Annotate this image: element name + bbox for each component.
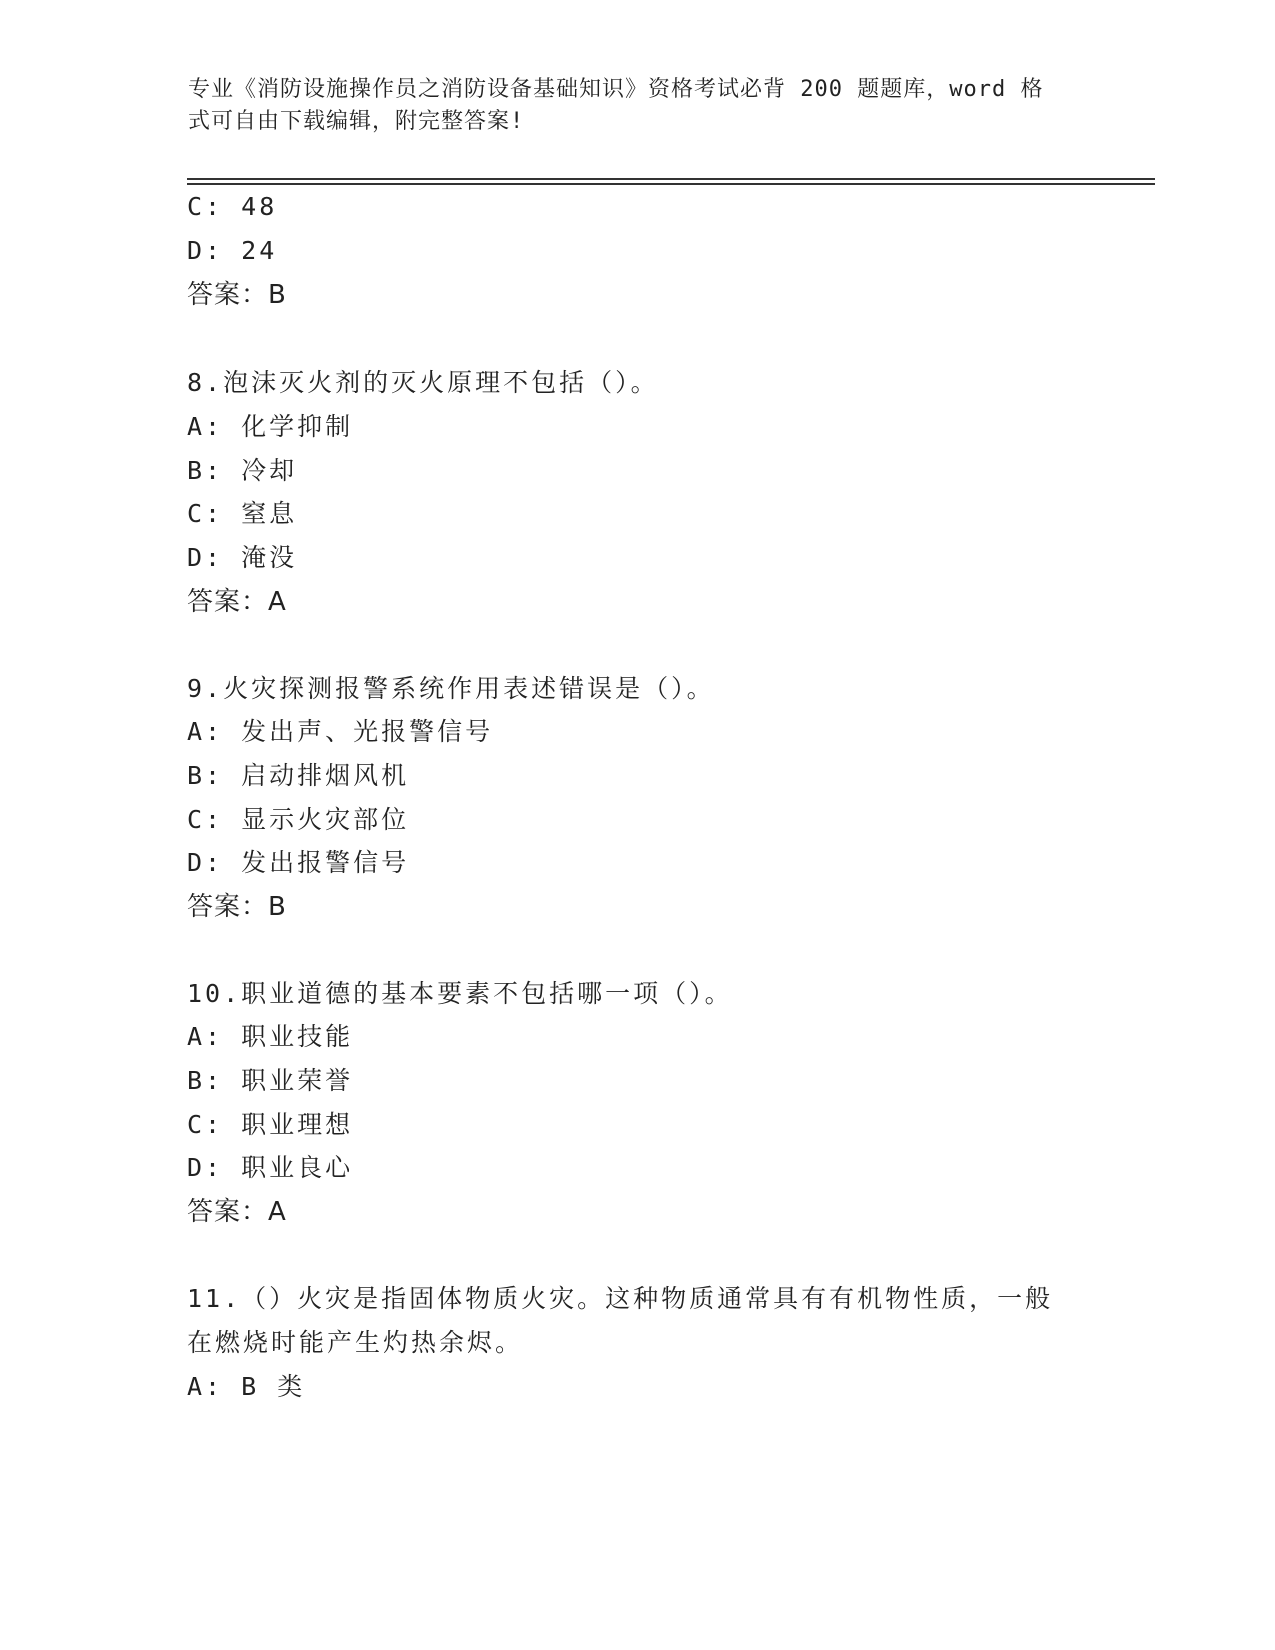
option-b: B: 职业荣誉 (187, 1066, 354, 1095)
option-b: B: 启动排烟风机 (187, 761, 410, 790)
prev-option-c: C: 48 (187, 192, 278, 221)
option-d: D: 职业良心 (187, 1153, 354, 1182)
header-divider-bottom (187, 183, 1155, 185)
option-a: A: 化学抑制 (187, 412, 354, 441)
option-a: A: 发出声、光报警信号 (187, 717, 494, 746)
answer: 答案：A (187, 1197, 287, 1227)
option-d: D: 淹没 (187, 543, 298, 572)
answer: 答案：B (187, 892, 287, 922)
question-stem: 9.火灾探测报警系统作用表述错误是（）。 (187, 674, 715, 703)
header-line-1: 专业《消防设施操作员之消防设备基础知识》资格考试必背 200 题题库，word 格 (188, 77, 1044, 102)
option-c: C: 职业理想 (187, 1110, 354, 1139)
option-b: B: 冷却 (187, 456, 298, 485)
option-c: C: 窒息 (187, 499, 298, 528)
option-d: D: 发出报警信号 (187, 848, 410, 877)
answer: 答案：A (187, 587, 287, 617)
option-a: A: B 类 (187, 1372, 306, 1401)
option-a: A: 职业技能 (187, 1022, 354, 1051)
document-header (188, 74, 1068, 138)
question-stem-line-2: 在燃烧时能产生灼热余烬。 (187, 1328, 524, 1357)
prev-option-d: D: 24 (187, 236, 278, 265)
question-stem: 8.泡沫灭火剂的灭火原理不包括（）。 (187, 368, 659, 397)
header-divider-top (187, 178, 1155, 180)
header-line-2: 式可自由下载编辑，附完整答案! (188, 109, 525, 134)
question-stem: 10.职业道德的基本要素不包括哪一项（）。 (187, 979, 733, 1008)
question-stem-line-1: 11.（）火灾是指固体物质火灾。这种物质通常具有有机物性质，一般 (187, 1284, 1054, 1313)
option-c: C: 显示火灾部位 (187, 805, 410, 834)
prev-answer: 答案：B (187, 280, 287, 310)
